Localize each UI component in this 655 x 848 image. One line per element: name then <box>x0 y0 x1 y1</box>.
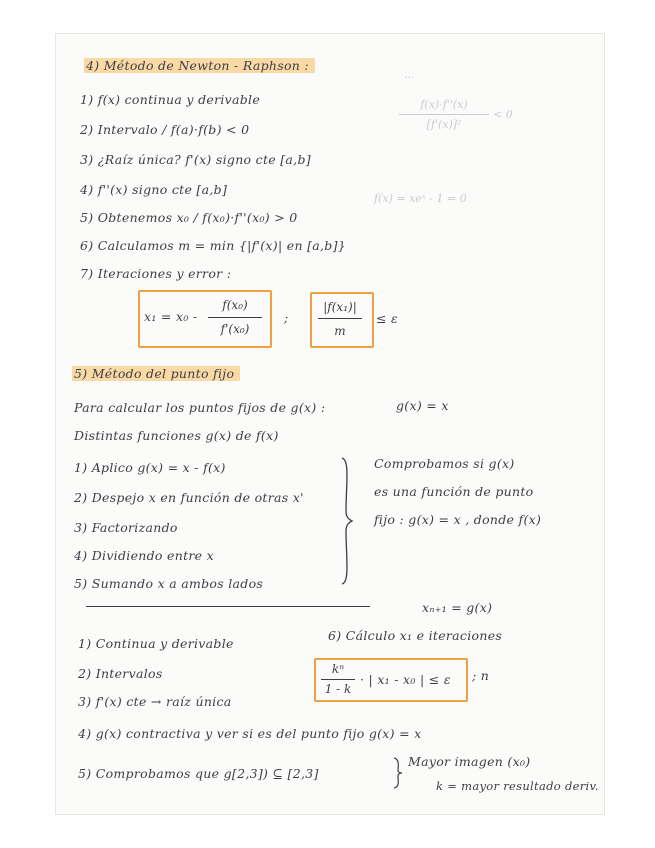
newton-error-den: m <box>334 324 346 338</box>
fixed-point-intro-1-right: g(x) = x <box>396 398 449 413</box>
error-bound-num: kⁿ <box>331 662 345 676</box>
newton-iteration-den: f'(x₀) <box>220 322 250 336</box>
newton-step-3: 3) ¿Raíz única? f'(x) signo cte [a,b] <box>80 152 311 167</box>
fixed-point-step-2: 2) Despejo x en función de otras x' <box>74 490 304 505</box>
convergence-step-4: 4) g(x) contractiva y ver si es del punto fijo g(x) = x <box>78 726 422 741</box>
error-bound-rhs: · | x₁ - x₀ | ≤ ε <box>360 672 451 687</box>
section-4-title: 4) Método de Newton - Raphson : <box>84 58 315 73</box>
convergence-step-6: 6) Cálculo x₁ e iteraciones <box>328 628 503 643</box>
bracket-note-1: Mayor imagen (x₀) <box>408 754 531 769</box>
convergence-step-1: 1) Continua y derivable <box>78 636 234 651</box>
faint-fraction-rhs: < 0 <box>493 108 513 121</box>
fixed-point-step-5: 5) Sumando x a ambos lados <box>74 576 264 591</box>
fixed-point-intro-2: Distintas funciones g(x) de f(x) <box>74 428 279 443</box>
newton-step-7: 7) Iteraciones y error : <box>80 266 232 281</box>
error-bound-n: ; n <box>472 668 490 683</box>
faint-fraction-num: f(x)·f''(x) <box>420 98 468 111</box>
divider-line <box>86 606 370 607</box>
fixed-point-step-4: 4) Dividiendo entre x <box>74 548 214 563</box>
newton-step-1: 1) f(x) continua y derivable <box>80 92 261 107</box>
brace-icon <box>392 756 404 790</box>
fixed-point-intro-1: Para calcular los puntos fijos de g(x) : <box>74 400 326 415</box>
notebook-page <box>56 34 604 814</box>
newton-error-fraction-line <box>318 318 362 319</box>
convergence-step-2: 2) Intervalos <box>78 666 163 681</box>
convergence-step-3: 3) f'(x) cte → raíz única <box>78 694 232 709</box>
newton-iteration-lhs: x₁ = x₀ - <box>144 309 198 324</box>
newton-error-num: |f(x₁)| <box>323 300 357 314</box>
faint-fraction-den: [f'(x)]² <box>426 118 462 131</box>
formula-separator: ; <box>284 310 289 325</box>
error-bound-den: 1 - k <box>324 682 352 696</box>
faint-fraction-line <box>399 114 489 115</box>
fixed-point-step-1: 1) Aplico g(x) = x - f(x) <box>74 460 226 475</box>
fixed-point-iteration-formula: xₙ₊₁ = g(x) <box>422 600 493 615</box>
newton-step-2: 2) Intervalo / f(a)·f(b) < 0 <box>80 122 250 137</box>
newton-step-5: 5) Obtenemos x₀ / f(x₀)·f''(x₀) > 0 <box>80 210 298 225</box>
fixed-point-step-3: 3) Factorizando <box>74 520 178 535</box>
curly-brace-icon <box>338 456 354 586</box>
faint-example: f(x) = xeˣ - 1 = 0 <box>374 192 467 205</box>
newton-step-6: 6) Calculamos m = min {|f'(x)| en [a,b]} <box>80 238 347 253</box>
faint-note-top: ... <box>404 68 415 81</box>
fixed-point-note-3: fijo : g(x) = x , donde f(x) <box>374 512 542 527</box>
bracket-note-2: k = mayor resultado deriv. <box>436 779 599 793</box>
newton-error-rhs: ≤ ε <box>376 311 399 326</box>
section-5-title: 5) Método del punto fijo <box>72 366 240 381</box>
fixed-point-note-1: Comprobamos si g(x) <box>374 456 515 471</box>
error-bound-fraction-line <box>321 679 355 680</box>
newton-iteration-num: f(x₀) <box>222 298 248 312</box>
newton-step-4: 4) f''(x) signo cte [a,b] <box>80 182 228 197</box>
fixed-point-note-2: es una función de punto <box>374 484 534 499</box>
convergence-step-5: 5) Comprobamos que g[2,3]) ⊆ [2,3] <box>78 766 319 781</box>
newton-iteration-fraction-line <box>208 317 262 318</box>
